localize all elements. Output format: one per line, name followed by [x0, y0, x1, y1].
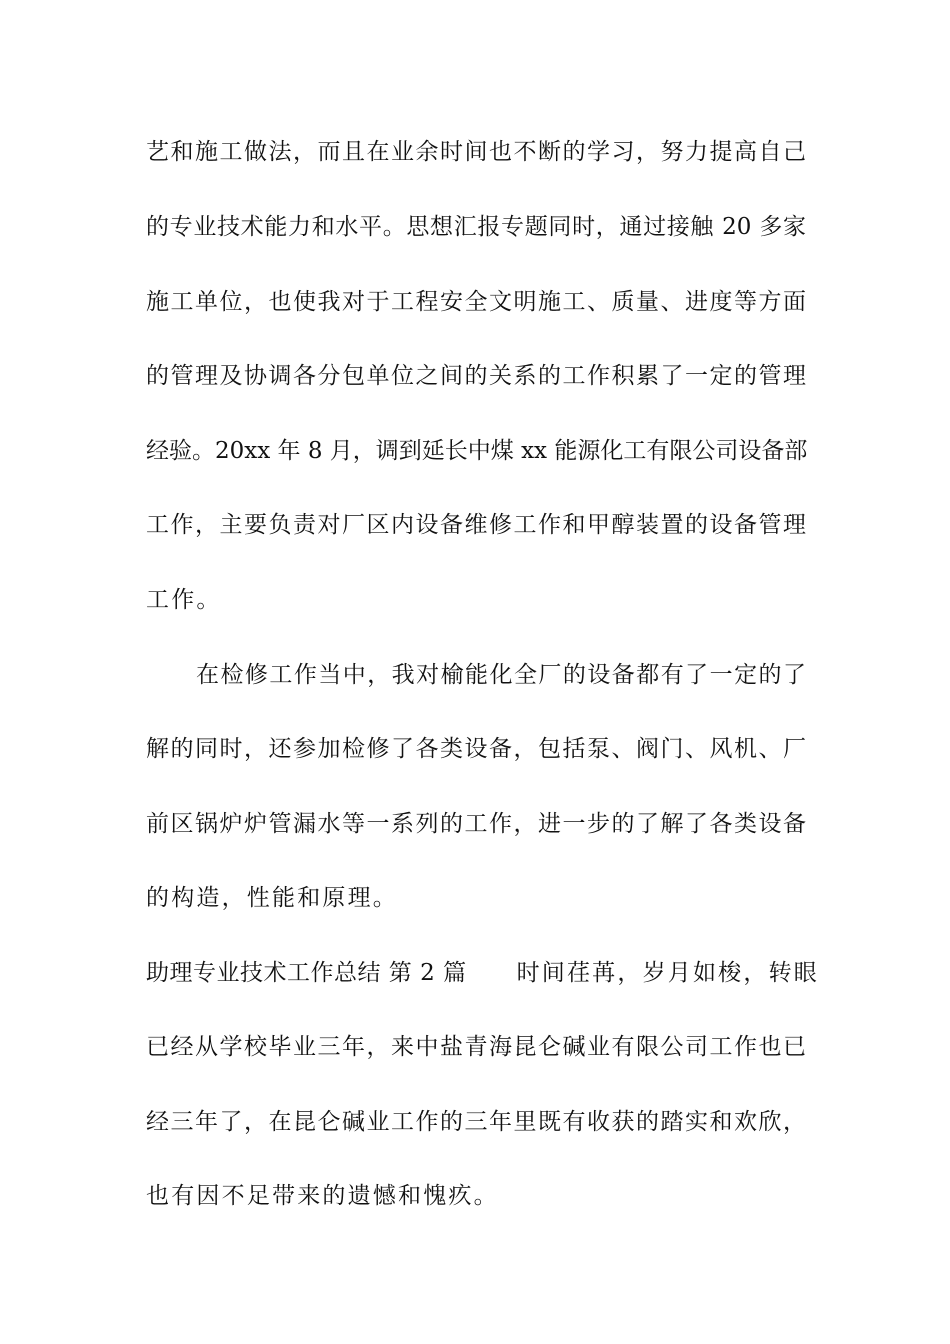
body-text-line: 也有因不足带来的遗憾和愧疚。	[146, 1183, 499, 1209]
body-text-line: 艺和施工做法，而且在业余时间也不断的学习，努力提高自己	[146, 139, 806, 165]
body-text-line: 已经从学校毕业三年，来中盐青海昆仑碱业有限公司工作也已	[146, 1034, 806, 1060]
body-text-line: 在检修工作当中，我对榆能化全厂的设备都有了一定的了	[196, 662, 806, 688]
body-text-line: 经验。20xx 年 8 月，调到延长中煤 xx 能源化工有限公司设备部	[146, 438, 808, 464]
body-text-line: 的专业技术能力和水平。思想汇报专题同时，通过接触 20 多家	[146, 214, 806, 240]
body-text-line: 的管理及协调各分包单位之间的关系的工作积累了一定的管理	[146, 363, 806, 389]
section-title: 助理专业技术工作总结 第 2 篇	[146, 960, 467, 986]
section-heading-line	[146, 953, 819, 993]
body-text-line: 的构造，性能和原理。	[146, 885, 398, 911]
body-text-line: 前区锅炉炉管漏水等一系列的工作，进一步的了解了各类设备	[146, 811, 806, 837]
body-text-line: 工作。	[146, 587, 222, 613]
body-text-line: 施工单位，也使我对于工程安全文明施工、质量、进度等方面	[146, 289, 806, 315]
body-text: 时间荏苒，岁月如梭，转眼	[516, 960, 819, 986]
body-text-line: 经三年了，在昆仑碱业工作的三年里既有收获的踏实和欢欣，	[146, 1109, 806, 1135]
body-text-line: 工作，主要负责对厂区内设备维修工作和甲醇装置的设备管理	[146, 512, 806, 538]
body-text-line: 解的同时，还参加检修了各类设备，包括泵、阀门、风机、厂	[146, 736, 806, 762]
